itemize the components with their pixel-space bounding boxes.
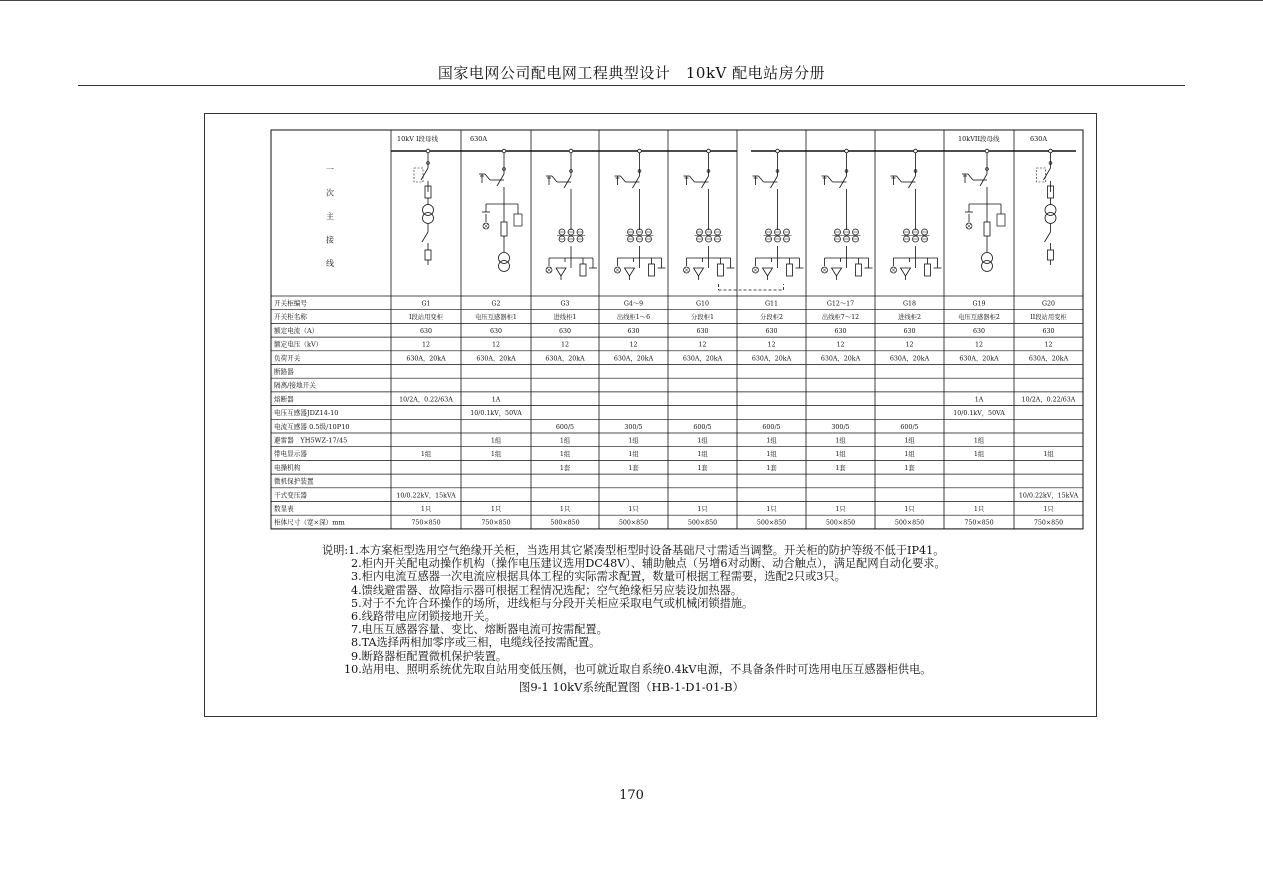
table-cell: 1套 [766,464,777,472]
table-cell: 300/5 [624,423,643,431]
table-cell: 分段柜2 [760,314,783,322]
switch-blade [621,176,626,182]
table-cell: 1组 [1043,451,1054,459]
bus-tap-icon [776,149,780,153]
note-item: 10.站用电、照明系统优先取自站用变低压侧，也可就近取自系统0.4kV电源，不具备条件时可选用电压互感器柜供电。 [344,662,932,676]
table-cell: 12 [560,341,570,349]
table-cell: 1套 [835,464,846,472]
surge-arrester-icon [763,268,773,276]
table-cell: 12 [421,341,431,349]
switch-blade [968,174,973,180]
switch-blade [421,168,428,180]
table-cell: 1组 [973,451,985,459]
table-cell: 12 [1044,341,1053,349]
table-cell: 630A，20kA [751,355,792,363]
table-cell: II段站用变柜 [1030,314,1067,322]
transformer-winding-icon [982,261,993,272]
fuse-icon [1048,250,1054,260]
notes-block [322,544,1062,676]
table-cell: 630 [765,327,778,335]
table-cell: 1组 [420,451,432,459]
note-line-1 [322,544,1062,557]
table-cell: 500×850 [756,519,787,527]
table-cell: 1组 [490,451,502,459]
interlock-box [414,168,423,182]
table-cell: 630 [419,327,433,335]
surge-arrester-icon [694,268,704,276]
table-cell: 630A，20kA [820,355,861,363]
bus-tap-icon [426,149,430,153]
note-item: 3.柜内电流互感器一次电流应根据具体工程的实际需求配置，数量可根据工程需要，选配2只或3只。 [351,570,846,584]
table-cell: 1只 [420,506,432,513]
note-item: 9.断路器柜配置微机保护装置。 [351,649,508,663]
table-cell: G10 [695,300,710,308]
note-line-10 [322,663,1062,676]
fuse-icon [856,264,862,276]
page-header-title: 国家电网公司配电网工程典型设计 10kV 配电站房分册 [437,64,826,82]
bus-current-label: 630A [1030,135,1048,143]
row-label: 带电显示器 [274,450,307,459]
switch-blade [1044,168,1051,180]
switch-blade [828,176,833,182]
surge-arrester-icon [625,268,635,276]
primary-wiring-label-char: 次 [326,188,334,198]
row-label: 干式变压器 [274,491,307,500]
voltage-transformer-circuit-2 [479,149,522,271]
notes-prefix: 说明: [322,544,349,557]
table-cell: 1只 [628,506,639,513]
switch-blade [690,176,695,182]
bus-label: 10kVII段母线 [958,135,1000,143]
table-cell: 600/5 [762,423,781,431]
row-label: 额定电流（A） [274,326,319,335]
note-line-2 [322,557,1062,570]
station-transformer-circuit-10 [1037,149,1057,265]
row-label: 隔离/接地开关 [274,381,316,390]
table-cell: 500×850 [618,519,649,527]
table-cell: 630 [1042,327,1055,335]
note-item: 7.电压互感器容量、变比、熔断器电流可按需配置。 [351,623,608,637]
switch-blade [897,176,902,182]
primary-wiring-label-char: 一 [326,165,334,174]
surge-arrester-icon [901,268,911,276]
table-cell: 1只 [1043,506,1054,513]
arrester-box [514,214,522,226]
note-line-7 [322,623,1062,636]
table-cell: 630 [834,327,847,335]
fuse-icon [787,264,793,276]
note-line-5 [322,597,1062,610]
table-cell: 750×850 [964,519,994,527]
bus-tap-icon [569,149,573,153]
table-cell: 630 [558,327,572,335]
table-cell: 1组 [559,437,571,445]
table-cell: G12～17 [826,300,855,308]
table-cell: 1组 [766,437,777,445]
table-cell: I段站用变柜 [409,314,443,322]
table-cell: 1组 [628,437,639,445]
table-cell: 1组 [697,437,708,445]
table-cell: 分段柜1 [691,314,714,322]
table-cell: 300/5 [831,423,850,431]
table-cell: 1组 [835,437,846,445]
note-line-6 [322,610,1062,623]
table-cell: 630A，20kA [613,355,654,363]
voltage-transformer-circuit-9 [962,149,1005,271]
primary-wiring-label-char: 主 [326,212,334,221]
table-cell: 12 [905,341,914,349]
note-item: 8.TA选择两相加零序或三相，电缆线径按需配置。 [351,636,601,650]
table-cell: 1套 [559,464,571,472]
table-cell: 进线柜1 [553,314,577,322]
table-cell: 10/2A，0.22/63A [399,396,453,404]
row-label: 负荷开关 [274,354,301,363]
table-cell: 电压互感器柜2 [958,314,1000,322]
table-cell: G20 [1041,300,1056,308]
table-cell: 1只 [697,506,708,513]
table-cell: 10/0.22kV，15kVA [1018,492,1079,500]
config-table-border [271,130,1083,529]
surge-arrester-icon [556,268,566,276]
table-cell: 1组 [904,451,915,459]
fuse-icon [425,250,431,260]
fuse-icon [984,222,990,236]
row-label: 柜体尺寸（宽×深）mm [274,518,345,527]
note-line-3 [322,570,1062,583]
note-item: 4.馈线避雷器、故障指示器可根据工程情况选配；空气绝缘柜另应装设加热器。 [351,583,743,597]
table-cell: G4～9 [623,300,644,308]
row-label: 电压互感器JDZ14-10 [274,409,339,418]
feeder-circuit-7 [822,149,873,280]
bus-label: 10kV I段母线 [397,135,439,143]
table-cell: 750×850 [411,519,441,527]
table-cell: 600/5 [693,423,712,431]
table-cell: 电压互感器柜1 [475,314,517,322]
table-cell: G18 [902,300,917,308]
note-item: 6.线路带电应闭锁接地开关。 [351,610,496,624]
surge-arrester-icon [832,268,842,276]
row-label: 开关柜名称 [274,313,307,322]
fuse-icon [649,264,655,276]
figure-caption: 图9-1 10kV系统配置图（HB-1-D1-01-B） [518,680,745,694]
bus-tap-icon [985,149,989,153]
table-cell: G2 [491,300,501,308]
feeder-circuit-5 [684,149,735,280]
table-cell: 750×850 [481,519,511,527]
row-label: 额定电压（kV） [274,340,323,349]
table-cell: 630A，20kA [406,355,446,363]
table-cell: 1套 [628,464,639,472]
table-cell: 1只 [559,506,571,513]
table-cell: 1只 [490,506,502,513]
table-cell: 12 [629,341,638,349]
fuse-icon [580,264,586,276]
bus-tap-icon [707,149,711,153]
arrester-box [997,214,1005,226]
note-line-4 [322,584,1062,597]
table-cell: 10/2A，0.22/63A [1021,396,1076,404]
table-cell: 出线柜1～6 [616,314,651,322]
note-line-8 [322,636,1062,649]
table-cell: 630 [972,327,986,335]
table-cell: 12 [491,341,501,349]
transformer-winding-icon [499,261,510,272]
table-cell: 630A，20kA [959,355,999,363]
primary-wiring-label-char: 接 [326,235,334,245]
bus-tap-icon [845,149,849,153]
table-cell: 630A，20kA [545,355,585,363]
table-cell: G1 [421,300,431,308]
table-cell: 1组 [559,451,571,459]
table-cell: 1组 [628,451,639,459]
table-cell: G11 [764,300,779,308]
note-item: 1.本方案柜型选用空气绝缘开关柜，当选用其它紧凑型柜型时设备基础尺寸需适当调整。开关柜的防护等级不低于IP41。 [348,544,945,557]
table-cell: G19 [972,300,986,308]
switch-blade [1045,232,1051,242]
table-cell: 600/5 [900,423,919,431]
page-number: 170 [619,788,644,803]
table-cell: 1套 [904,464,915,472]
row-label: 断路器 [274,368,294,376]
bus-tap-icon [1049,149,1053,153]
table-cell: 12 [836,341,845,349]
table-cell: 630A，20kA [1028,355,1069,363]
fuse-icon [718,264,724,276]
table-cell: 12 [767,341,776,349]
feeder-circuit-4 [615,149,666,280]
table-cell: 1组 [490,437,502,445]
feeder-circuit-6 [753,149,804,280]
row-label: 数显表 [274,505,294,513]
bus-tap-icon [638,149,642,153]
switch-blade [485,174,490,180]
table-cell: 1组 [697,451,708,459]
bus-tap-icon [914,149,918,153]
transformer-winding-icon [1045,213,1056,224]
table-cell: 出线柜7～12 [821,314,860,322]
table-cell: 10/0.1kV，50VA [953,410,1005,418]
table-cell: 1组 [835,451,846,459]
table-cell: 1组 [766,451,777,459]
table-cell: 630A，20kA [476,355,516,363]
table-cell: 630 [903,327,916,335]
table-cell: 1A [491,396,501,404]
table-cell: 500×850 [687,519,718,527]
table-cell: 500×850 [825,519,856,527]
table-cell: 1组 [973,437,985,445]
row-label: 电操机构 [274,463,301,472]
table-cell: 630A，20kA [682,355,723,363]
bus-tap-icon [502,149,506,153]
table-cell: 750×850 [1033,519,1064,527]
switch-blade [552,176,557,182]
table-cell: G3 [560,300,570,308]
table-cell: 600/5 [555,423,575,431]
table-cell: 1只 [835,506,846,513]
note-line-9 [322,650,1062,663]
table-cell: 500×850 [550,519,580,527]
bus-current-label: 630A [470,135,488,143]
table-cell: 630 [696,327,709,335]
station-transformer-circuit-1 [414,149,434,265]
note-item: 2.柜内开关配电动操作机构（操作电压建议选用DC48V）、辅助触点（另增6对动断、动合触点），满足配网自动化要求。 [351,557,946,571]
table-cell: 12 [698,341,707,349]
table-cell: 1只 [904,506,915,513]
table-cell: 12 [974,341,984,349]
interlock-box [1037,168,1046,182]
switch-blade [759,176,764,182]
table-cell: 630 [489,327,503,335]
row-label: 熔断器 [274,395,294,404]
feeder-circuit-8 [891,149,942,280]
row-label: 避雷器 YH5WZ-17/45 [274,436,348,445]
switch-blade [422,232,428,242]
row-label: 微机保护装置 [274,477,314,486]
fuse-icon [501,222,507,236]
table-cell: 1套 [697,464,708,472]
table-cell: 1A [974,396,984,404]
table-cell: 10/0.22kV，15kVA [396,492,456,500]
table-cell: 进线柜2 [898,314,921,322]
row-label: 开关柜编号 [274,299,307,308]
table-cell: 1只 [973,506,985,513]
fuse-icon [925,264,931,276]
feeder-circuit-3 [546,149,597,280]
table-cell: 630 [627,327,640,335]
row-label: 电流互感器 0.5级/10P10 [274,422,350,431]
primary-wiring-label-char: 线 [326,259,334,268]
table-cell: 1组 [904,437,915,445]
table-cell: 10/0.1kV，50VA [470,410,522,418]
note-item: 5.对于不允许合环操作的场所，进线柜与分段开关柜应采取电气或机械闭锁措施。 [351,596,754,610]
table-cell: 1只 [766,506,777,513]
table-cell: 630A，20kA [889,355,930,363]
transformer-winding-icon [423,213,434,224]
table-cell: 500×850 [894,519,925,527]
